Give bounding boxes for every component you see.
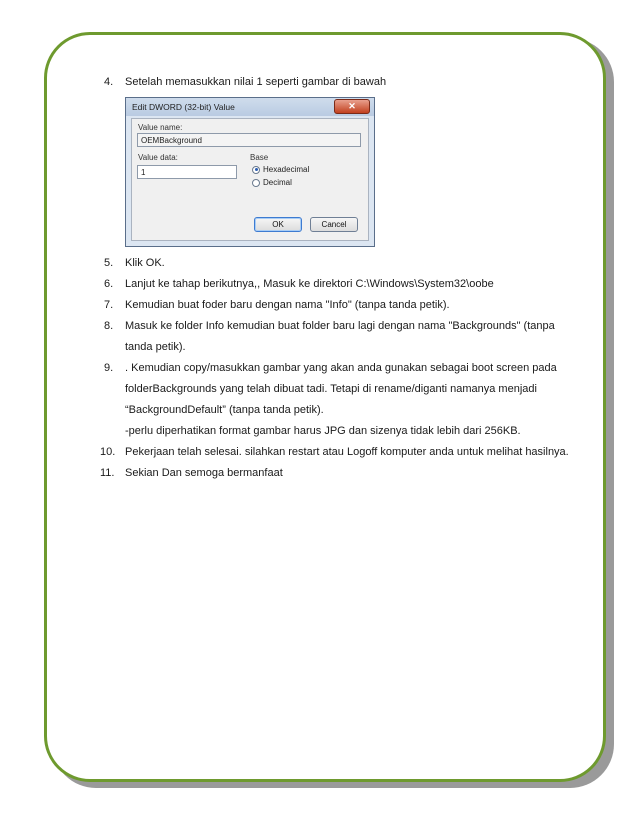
- step-text: Lanjut ke tahap berikutnya,, Masuk ke direktori C:\Windows\System32\oobe: [125, 278, 494, 290]
- list-item: [98, 442, 578, 463]
- radio-decimal-label: Decimal: [263, 178, 292, 187]
- step-number: 4.: [104, 76, 114, 88]
- radio-decimal-row: [252, 178, 292, 187]
- value-name-field: OEMBackground: [137, 133, 361, 147]
- step-number: 8.: [104, 320, 114, 332]
- base-label: Base: [250, 153, 269, 162]
- radio-hexadecimal-label: Hexadecimal: [263, 165, 310, 174]
- step-number: 10.: [100, 446, 116, 458]
- step-number: 9.: [104, 362, 114, 374]
- ok-button: OK: [254, 217, 302, 232]
- list-item: [98, 463, 578, 484]
- dialog-title: Edit DWORD (32-bit) Value: [132, 102, 235, 112]
- radio-hexadecimal: [252, 166, 260, 174]
- step-text: Sekian Dan semoga bermanfaat: [125, 467, 283, 479]
- list-item: [98, 358, 578, 442]
- dialog-titlebar: [126, 98, 374, 116]
- step-text: Masuk ke folder Info kemudian buat folder baru lagi dengan nama "Backgrounds" (tanpa tanda petik).: [125, 320, 555, 353]
- step-note: -perlu diperhatikan format gambar harus JPG dan sizenya tidak lebih dari 256KB.: [125, 425, 521, 437]
- step-number: 6.: [104, 278, 114, 290]
- list-item: [98, 253, 578, 274]
- step-number: 5.: [104, 257, 114, 269]
- step-text: Klik OK.: [125, 257, 165, 269]
- radio-decimal: [252, 179, 260, 187]
- close-icon: ✕: [334, 99, 370, 114]
- value-data-label: Value data:: [138, 153, 178, 162]
- value-name-label: Value name:: [138, 123, 183, 132]
- document-body: [98, 72, 578, 484]
- dialog-body: [131, 118, 369, 241]
- step-text: . Kemudian copy/masukkan gambar yang akan anda gunakan sebagai boot screen pada folderBackgrounds yang telah dibuat tadi. Tetapi di rename/diganti namanya menjadi “BackgroundDefault” (tanpa tanda petik).: [125, 362, 557, 416]
- step-number: 11.: [100, 467, 115, 479]
- radio-hexadecimal-row: [252, 165, 309, 174]
- value-data-field: 1: [137, 165, 237, 179]
- step-text: Pekerjaan telah selesai. silahkan restart atau Logoff komputer anda untuk melihat hasilnya.: [125, 446, 569, 458]
- edit-dword-dialog-screenshot: [125, 97, 375, 247]
- step-text: Kemudian buat foder baru dengan nama "Info" (tanpa tanda petik).: [125, 299, 450, 311]
- list-item: [98, 295, 578, 316]
- base-radio-group: [248, 161, 354, 201]
- step-text: Setelah memasukkan nilai 1 seperti gambar di bawah: [125, 76, 387, 88]
- list-item: [98, 274, 578, 295]
- cancel-button: Cancel: [310, 217, 358, 232]
- step-number: 7.: [104, 299, 114, 311]
- list-item: [98, 72, 578, 93]
- list-item: [98, 316, 578, 358]
